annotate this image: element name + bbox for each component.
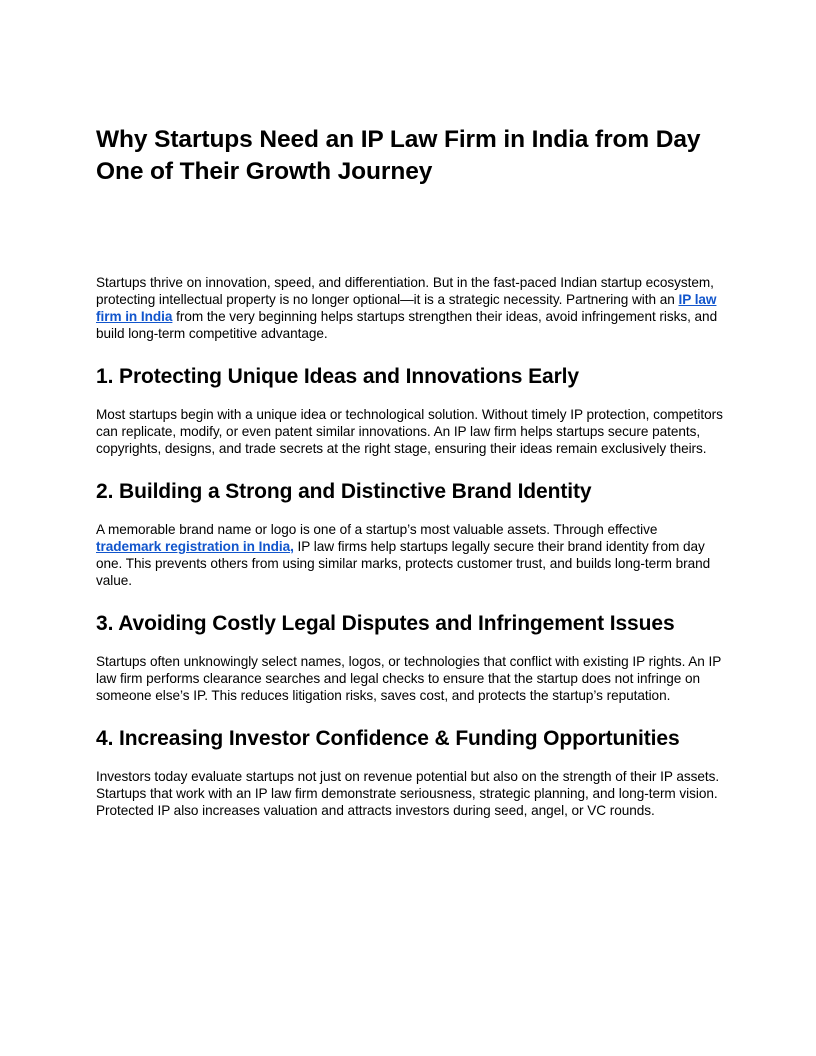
section-2-body <box>96 521 724 589</box>
document-page <box>96 124 724 841</box>
section-4-body: Investors today evaluate startups not just on revenue potential but also on the strength of their IP assets. Startups that work with an IP law firm demonstrate seriousness, strategic planning, and long-term vision. Protected IP also increases valuation and attracts investors during seed, angel, or VC rounds. <box>96 769 720 818</box>
section-4-heading: 4. Increasing Investor Confidence & Funding Opportunities <box>96 727 680 750</box>
trademark-registration-link[interactable]: trademark registration in India, <box>96 539 294 554</box>
ip-law-firm-link[interactable]: IP law firm in India <box>96 292 717 324</box>
section-2-heading: 2. Building a Strong and Distinctive Brand Identity <box>96 480 592 503</box>
intro-text-2: from the very beginning helps startups strengthen their ideas, avoid infringement risks, and build long-term competitive advantage. <box>96 309 718 341</box>
section-1-heading: 1. Protecting Unique Ideas and Innovations Early <box>96 365 579 388</box>
intro-text-1: Startups thrive on innovation, speed, and differentiation. But in the fast-paced Indian startup ecosystem, protecting intellectual property is no longer optional—it is a strategic necessity. Partnering with an <box>96 275 714 307</box>
section-2-text-2: IP law firms help startups legally secure their brand identity from day one. This prevents others from using similar marks, protects customer trust, and builds long-term brand value. <box>96 539 711 588</box>
section-3-body: Startups often unknowingly select names, logos, or technologies that conflict with existing IP rights. An IP law firm performs clearance searches and legal checks to ensure that the startup does not infringe on someone else’s IP. This reduces litigation risks, saves cost, and protects the startup’s reputation. <box>96 654 722 703</box>
section-2-text-1: A memorable brand name or logo is one of a startup’s most valuable assets. Through effective <box>96 522 658 537</box>
section-1-body: Most startups begin with a unique idea or technological solution. Without timely IP protection, competitors can replicate, modify, or even patent similar innovations. An IP law firm helps startups secure patents, copyrights, designs, and trade secrets at the right stage, ensuring their ideas remain exclusively theirs. <box>96 407 723 456</box>
section-3-heading: 3. Avoiding Costly Legal Disputes and Infringement Issues <box>96 612 675 635</box>
document-title: Why Startups Need an IP Law Firm in India from Day One of Their Growth Journey <box>96 126 701 185</box>
intro-paragraph <box>96 274 724 342</box>
